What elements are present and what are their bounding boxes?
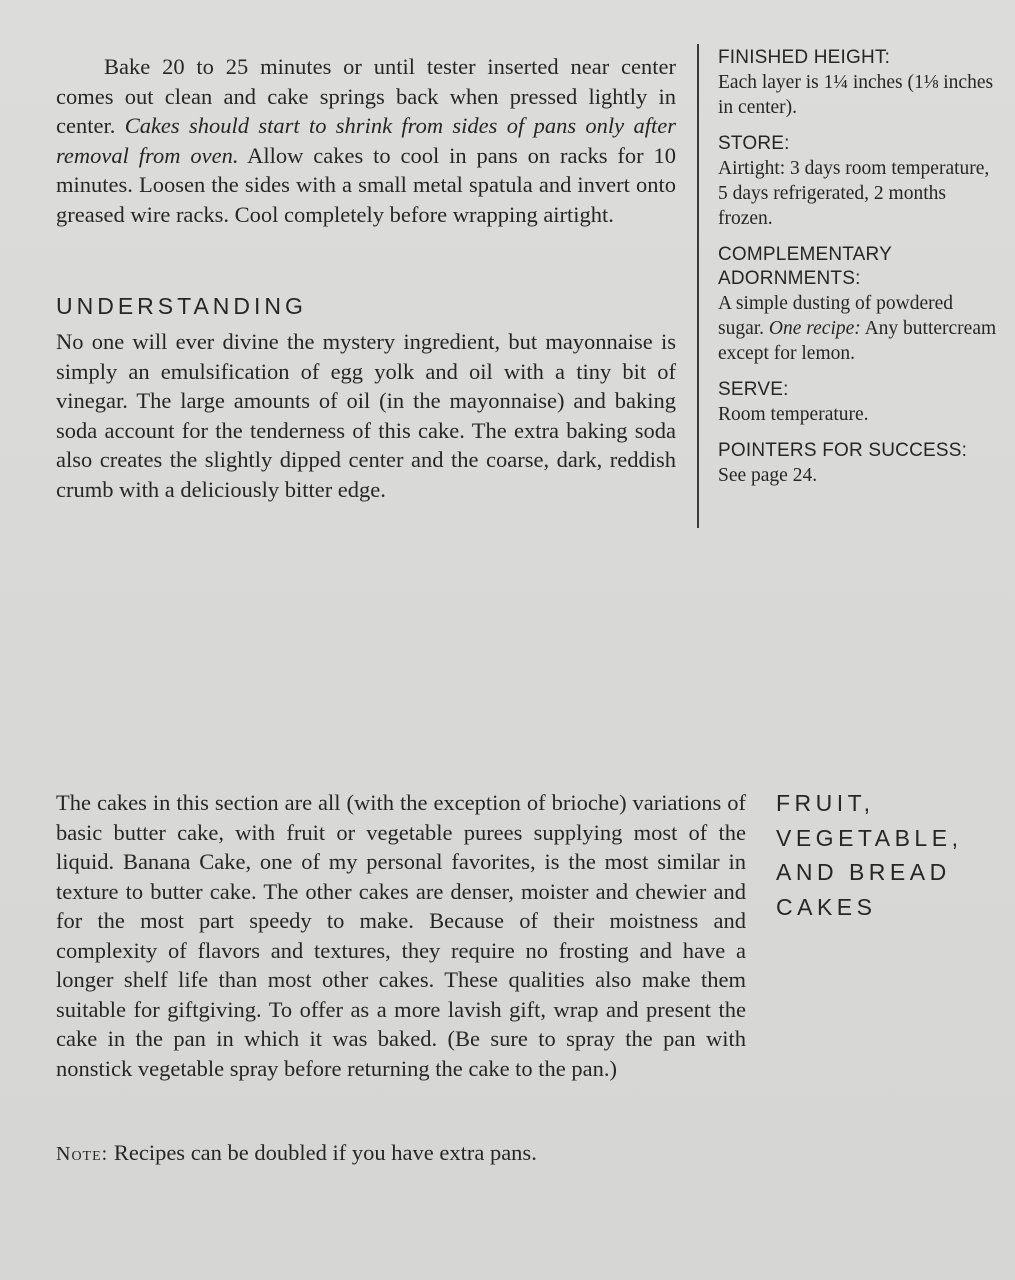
note-label: Note: bbox=[56, 1143, 109, 1165]
finished-height-label: FINISHED HEIGHT: bbox=[718, 47, 891, 68]
adornments-label-line1: COMPLEMENTARY bbox=[718, 244, 892, 265]
section-title-line2: VEGETABLE, bbox=[776, 824, 963, 851]
adornments-text bbox=[718, 291, 998, 366]
adornments-text-italic: One recipe: bbox=[768, 318, 861, 339]
recipe-sidebar bbox=[718, 46, 998, 500]
adornments-text-end: Any buttercream except for lemon. bbox=[718, 318, 997, 364]
baking-instructions-paragraph bbox=[56, 52, 676, 229]
adornments-label-line2: ADORNMENTS: bbox=[718, 268, 861, 289]
baking-instructions-text: Bake 20 to 25 minutes or until tester inserted near center comes out clean and cake springs back when pressed lightly in center. bbox=[56, 54, 676, 138]
understanding-paragraph: No one will ever divine the mystery ingredient, but mayonnaise is simply an emulsification of egg yolk and oil with a tiny bit of vinegar. The large amounts of oil (in the mayonnaise) and baking soda account for the tenderness of this cake. The extra baking soda also creates the slightly dipped center and the coarse, dark, reddish crumb with a deliciously bitter edge. bbox=[56, 329, 676, 502]
note bbox=[56, 1138, 537, 1169]
serve-text: Room temperature. bbox=[718, 404, 869, 425]
store-label: STORE: bbox=[718, 133, 790, 154]
pointers-text: See page 24. bbox=[718, 465, 818, 486]
pointers-label: POINTERS FOR SUCCESS: bbox=[718, 440, 968, 461]
baking-instructions-italic: Cakes should start to shrink from sides of pans only after removal from oven. bbox=[56, 113, 677, 168]
note-text: Recipes can be doubled if you have extra pans. bbox=[108, 1140, 537, 1165]
section-title-line3: AND BREAD bbox=[776, 859, 951, 885]
serve-label: SERVE: bbox=[718, 379, 789, 400]
adornments-text-start: A simple dusting of powdered sugar. bbox=[718, 293, 954, 339]
section-intro-paragraph: The cakes in this section are all (with the exception of brioche) variations of basic butter cake, with fruit or vegetable purees supplying most of the liquid. Banana Cake, one of my personal favorites, is the most similar in texture to butter cake. The other cakes are denser, moister and chewier and for the most part speedy to make. Because of their moistness and complexity of flavors and textures, they require no frosting and have a longer shelf life than most other cakes. These qualities also make them suitable for giftgiving. To offer as a more lavish gift, wrap and present the cake in the pan in which it was baked. (Be sure to spray the pan with nonstick vegetable spray before returning the cake to the pan.) bbox=[56, 790, 746, 1081]
baking-instructions-text-end: Allow cakes to cool in pans on racks for 10 minutes. Loosen the sides with a small metal spatula and invert onto greased wire racks. Cool completely before wrapping airtight. bbox=[56, 142, 676, 227]
understanding-heading: UNDERSTANDING bbox=[56, 293, 307, 319]
section-title bbox=[776, 786, 962, 924]
section-title-line1: FRUIT, bbox=[776, 790, 875, 816]
finished-height-text: Each layer is 1¼ inches (1⅛ inches in center). bbox=[718, 72, 994, 118]
sidebar-divider bbox=[697, 44, 699, 528]
section-title-line4: CAKES bbox=[776, 893, 877, 920]
store-text: Airtight: 3 days room temperature, 5 days refrigerated, 2 months frozen. bbox=[718, 158, 990, 229]
